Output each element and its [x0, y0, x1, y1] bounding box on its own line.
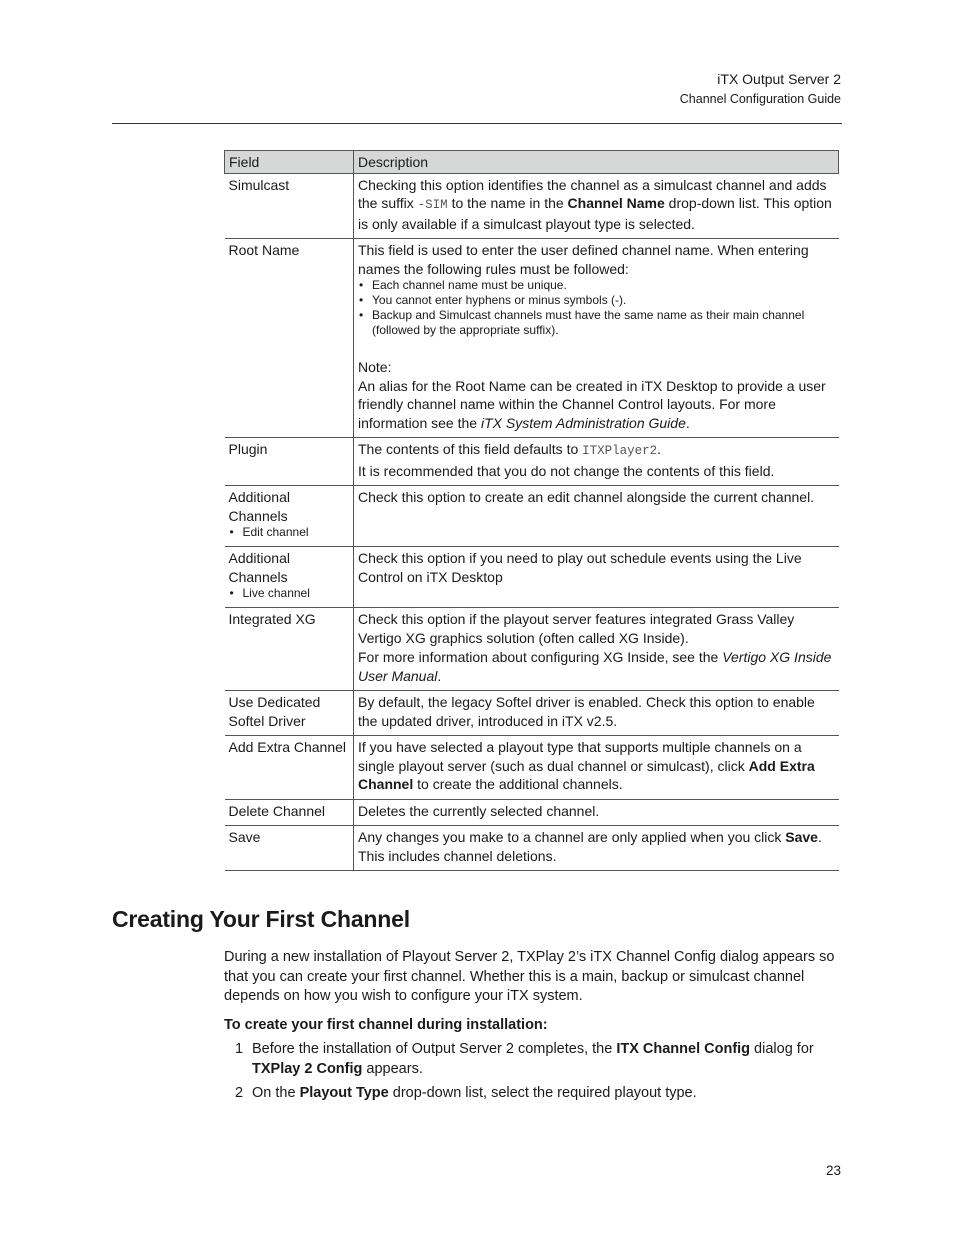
desc-text: drop-down list. This option is only available if a simulcast playout type is selected.: [358, 195, 832, 232]
section-heading: Creating Your First Channel: [112, 906, 410, 932]
field-sublist: [229, 525, 350, 540]
step-number: 2: [235, 1085, 244, 1101]
description-softel: By default, the legacy Softel driver is enabled. Check this option to enable the updated driver, introduced in iTX v2.5.: [354, 691, 839, 736]
header-subtitle: Channel Configuration Guide: [679, 92, 841, 106]
desc-text: .: [657, 441, 662, 457]
desc-bold: Add Extra Channel: [358, 757, 815, 792]
desc-text: On the: [252, 1085, 300, 1101]
desc-text: to the name in the: [447, 195, 568, 211]
table-row: [225, 239, 839, 438]
step-number: 1: [235, 1041, 244, 1057]
desc-text: Before the installation of Output Server 2 completes, the: [252, 1041, 617, 1057]
desc-bold: ITX Channel Config: [616, 1041, 751, 1057]
table-header-row: [225, 151, 839, 174]
field-softel: Use Dedicated Softel Driver: [225, 691, 354, 736]
table-row: [225, 547, 839, 608]
table-row: [225, 826, 839, 871]
description-simulcast: [354, 173, 839, 239]
field-simulcast: Simulcast: [225, 173, 354, 239]
description-root-name: [354, 239, 839, 438]
desc-bold: Channel Name: [567, 195, 665, 211]
table-row: [225, 173, 839, 239]
step-text: [252, 1084, 841, 1104]
desc-text: . This includes channel deletions.: [358, 829, 822, 864]
desc-text: Any changes you make to a channel are only applied when you click: [358, 829, 786, 845]
description-edit-channel: Check this option to create an edit channel alongside the current channel.: [354, 486, 839, 547]
desc-text: .: [685, 414, 690, 431]
table-row: [225, 799, 839, 826]
desc-text: dialog for: [750, 1041, 814, 1057]
step-text: [252, 1040, 841, 1079]
list-item: • Each channel name must be unique.: [358, 278, 835, 293]
procedure-title: To create your first channel during installation:: [224, 1017, 548, 1033]
plugin-line-2: It is recommended that you do not change the contents of this field.: [358, 462, 775, 479]
root-name-intro: This field is used to enter the user defined channel name. When entering names the following rules must be followed:: [358, 242, 809, 277]
header-title: iTX Output Server 2: [717, 71, 841, 87]
field-integrated-xg: Integrated XG: [225, 608, 354, 691]
header-rule: [112, 123, 842, 124]
section-intro: During a new installation of Playout Server 2, TXPlay 2’s iTX Channel Config dialog appears so that you can create your first channel. Whether this is a main, backup or simulcast channel depends on how you wish to configure your iTX system.: [224, 949, 835, 1004]
code-plugin: ITXPlayer2: [582, 444, 658, 458]
table-row: [225, 438, 839, 486]
list-item: • You cannot enter hyphens or minus symbols (-).: [358, 293, 835, 308]
field-label: Additional Channels: [228, 489, 290, 524]
procedure-step-1: [235, 1040, 841, 1079]
field-plugin: Plugin: [225, 438, 354, 486]
xg-line-2: [358, 648, 835, 685]
description-integrated-xg: [354, 608, 839, 691]
field-additional-channels-edit: [225, 486, 354, 547]
table-row: [225, 691, 839, 736]
desc-bold: Playout Type: [299, 1085, 389, 1101]
plugin-line-1: [358, 440, 835, 461]
list-item: • Edit channel: [229, 525, 350, 540]
description-save: [354, 826, 839, 871]
desc-text: If you have selected a playout type that supports multiple channels on a single playout server (such as dual channel or simulcast), click: [358, 739, 802, 774]
desc-text: An alias for the Root Name can be created in iTX Desktop to provide a user friendly channel name within the Channel Control layouts. For more information see the: [358, 377, 826, 431]
field-delete-channel: Delete Channel: [225, 799, 354, 826]
column-header-field: Field: [225, 151, 354, 174]
desc-bold: Save: [785, 829, 818, 845]
field-label: Additional Channels: [228, 550, 290, 585]
note-text: [358, 377, 835, 433]
table-row: [225, 486, 839, 547]
description-plugin: [354, 438, 839, 486]
field-root-name: Root Name: [225, 239, 354, 438]
desc-text: For more information about configuring XG Inside, see the: [358, 649, 723, 665]
desc-bold: TXPlay 2 Config: [252, 1060, 363, 1077]
table-row: [225, 736, 839, 800]
desc-italic: Vertigo XG Inside User Manual: [358, 649, 832, 684]
root-name-rules: [358, 278, 835, 338]
procedure-step-2: [235, 1084, 841, 1104]
desc-text: to create the additional channels.: [413, 776, 623, 792]
desc-text: Checking this option identifies the channel as a simulcast channel and adds the suffix: [358, 176, 827, 211]
desc-text: .: [437, 667, 442, 684]
note-label: Note:: [358, 359, 392, 375]
field-sublist: [229, 586, 350, 601]
xg-line-1: Check this option if the playout server features integrated Grass Valley Vertigo XG graphics solution (often called XG Inside).: [358, 611, 795, 646]
table-row: [225, 608, 839, 691]
desc-text: The contents of this field defaults to: [358, 441, 583, 457]
list-item: • Live channel: [229, 586, 350, 601]
list-item: • Backup and Simulcast channels must have the same name as their main channel (followed by the appropriate suffix).: [358, 308, 835, 338]
page-number: 23: [825, 1163, 841, 1178]
field-add-extra-channel: Add Extra Channel: [225, 736, 354, 800]
column-header-description: Description: [354, 151, 839, 174]
desc-italic: iTX System Administration Guide: [480, 414, 686, 431]
field-save: Save: [225, 826, 354, 871]
field-additional-channels-live: [225, 547, 354, 608]
code-suffix: -SIM: [417, 198, 448, 212]
desc-text: appears.: [362, 1060, 423, 1077]
description-live-channel: Check this option if you need to play out schedule events using the Live Control on iTX Desktop: [354, 547, 839, 608]
field-description-table: [224, 150, 839, 871]
description-delete-channel: Deletes the currently selected channel.: [354, 799, 839, 826]
desc-text: drop-down list, select the required playout type.: [388, 1085, 697, 1101]
description-add-extra-channel: [354, 736, 839, 800]
